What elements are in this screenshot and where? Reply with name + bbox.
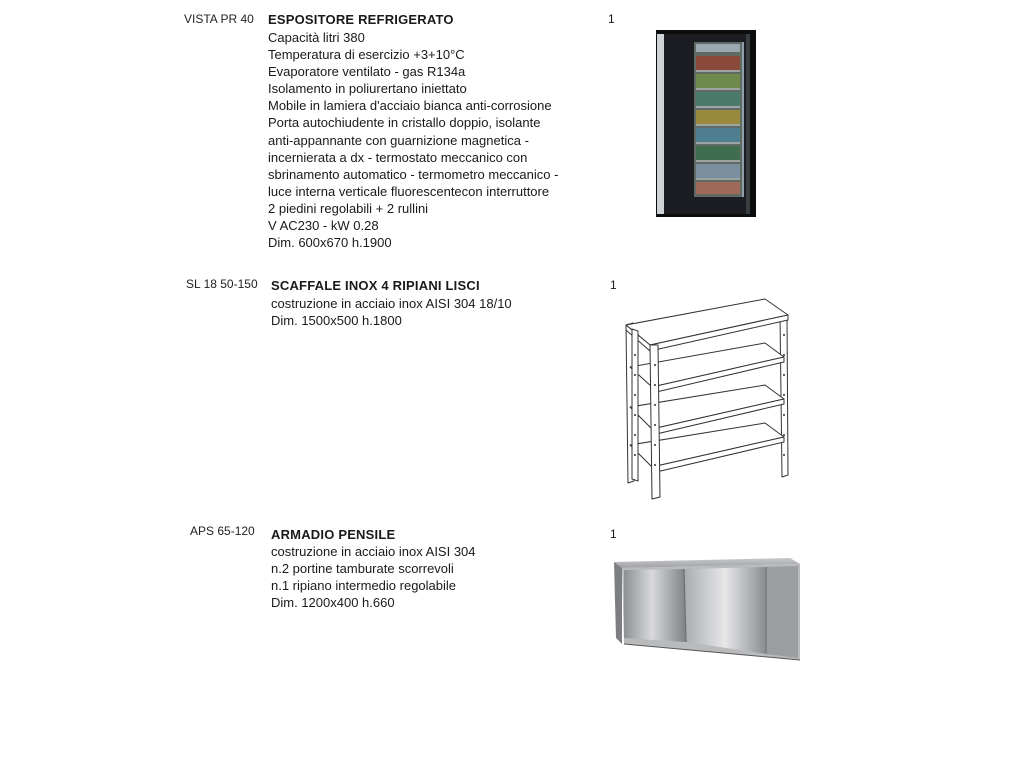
description-line: incernierata a dx - termostato meccanico con (268, 149, 528, 165)
description-line: Dim. 1200x400 h.660 (271, 595, 395, 611)
item-quantity: 1 (610, 527, 617, 541)
description-line: Capacità litri 380 (268, 30, 365, 45)
description-line: 2 piedini regolabili + 2 rullini (268, 200, 429, 216)
description-line: costruzione in acciaio inox AISI 304 18/10 (271, 296, 512, 311)
item-quantity: 1 (610, 278, 617, 292)
item-code: VISTA PR 40 (184, 12, 254, 26)
item-code: SL 18 50-150 (186, 277, 258, 291)
description-line: luce interna verticale fluorescentecon interruttore (268, 183, 550, 199)
description-line: Isolamento in poliurertano iniettato (268, 81, 467, 97)
item-description (271, 295, 512, 329)
description-line: costruzione in acciaio inox AISI 304 (271, 544, 476, 559)
refrigerated-display-image (656, 30, 756, 217)
wall-cabinet-image (612, 558, 802, 666)
item-title: SCAFFALE INOX 4 RIPIANI LISCI (271, 278, 480, 293)
item-code: APS 65-120 (190, 524, 255, 538)
description-line: n.2 portine tamburate scorrevoli (271, 561, 454, 577)
description-line: Porta autochiudente in cristallo doppio, isolante (268, 115, 541, 131)
item-description (268, 29, 558, 251)
item-title: ESPOSITORE REFRIGERATO (268, 12, 454, 27)
description-line: Evaporatore ventilato - gas R134a (268, 64, 466, 80)
description-line: Mobile in lamiera d'acciaio bianca anti-corrosione (268, 98, 552, 114)
item-title: ARMADIO PENSILE (271, 527, 396, 542)
description-line: anti-appannante con guarnizione magnetica - (268, 132, 529, 148)
description-line: Dim. 600x670 h.1900 (268, 235, 392, 251)
description-line: Dim. 1500x500 h.1800 (271, 313, 402, 329)
description-line: n.1 ripiano intermedio regolabile (271, 578, 457, 594)
description-line: Temperatura di esercizio +3+10°C (268, 47, 465, 63)
item-quantity: 1 (608, 12, 615, 26)
item-description (271, 543, 476, 611)
description-line: V AC230 - kW 0.28 (268, 218, 379, 234)
description-line: sbrinamento automatico - termometro meccanico - (268, 166, 559, 182)
stainless-shelving-image (620, 295, 795, 505)
